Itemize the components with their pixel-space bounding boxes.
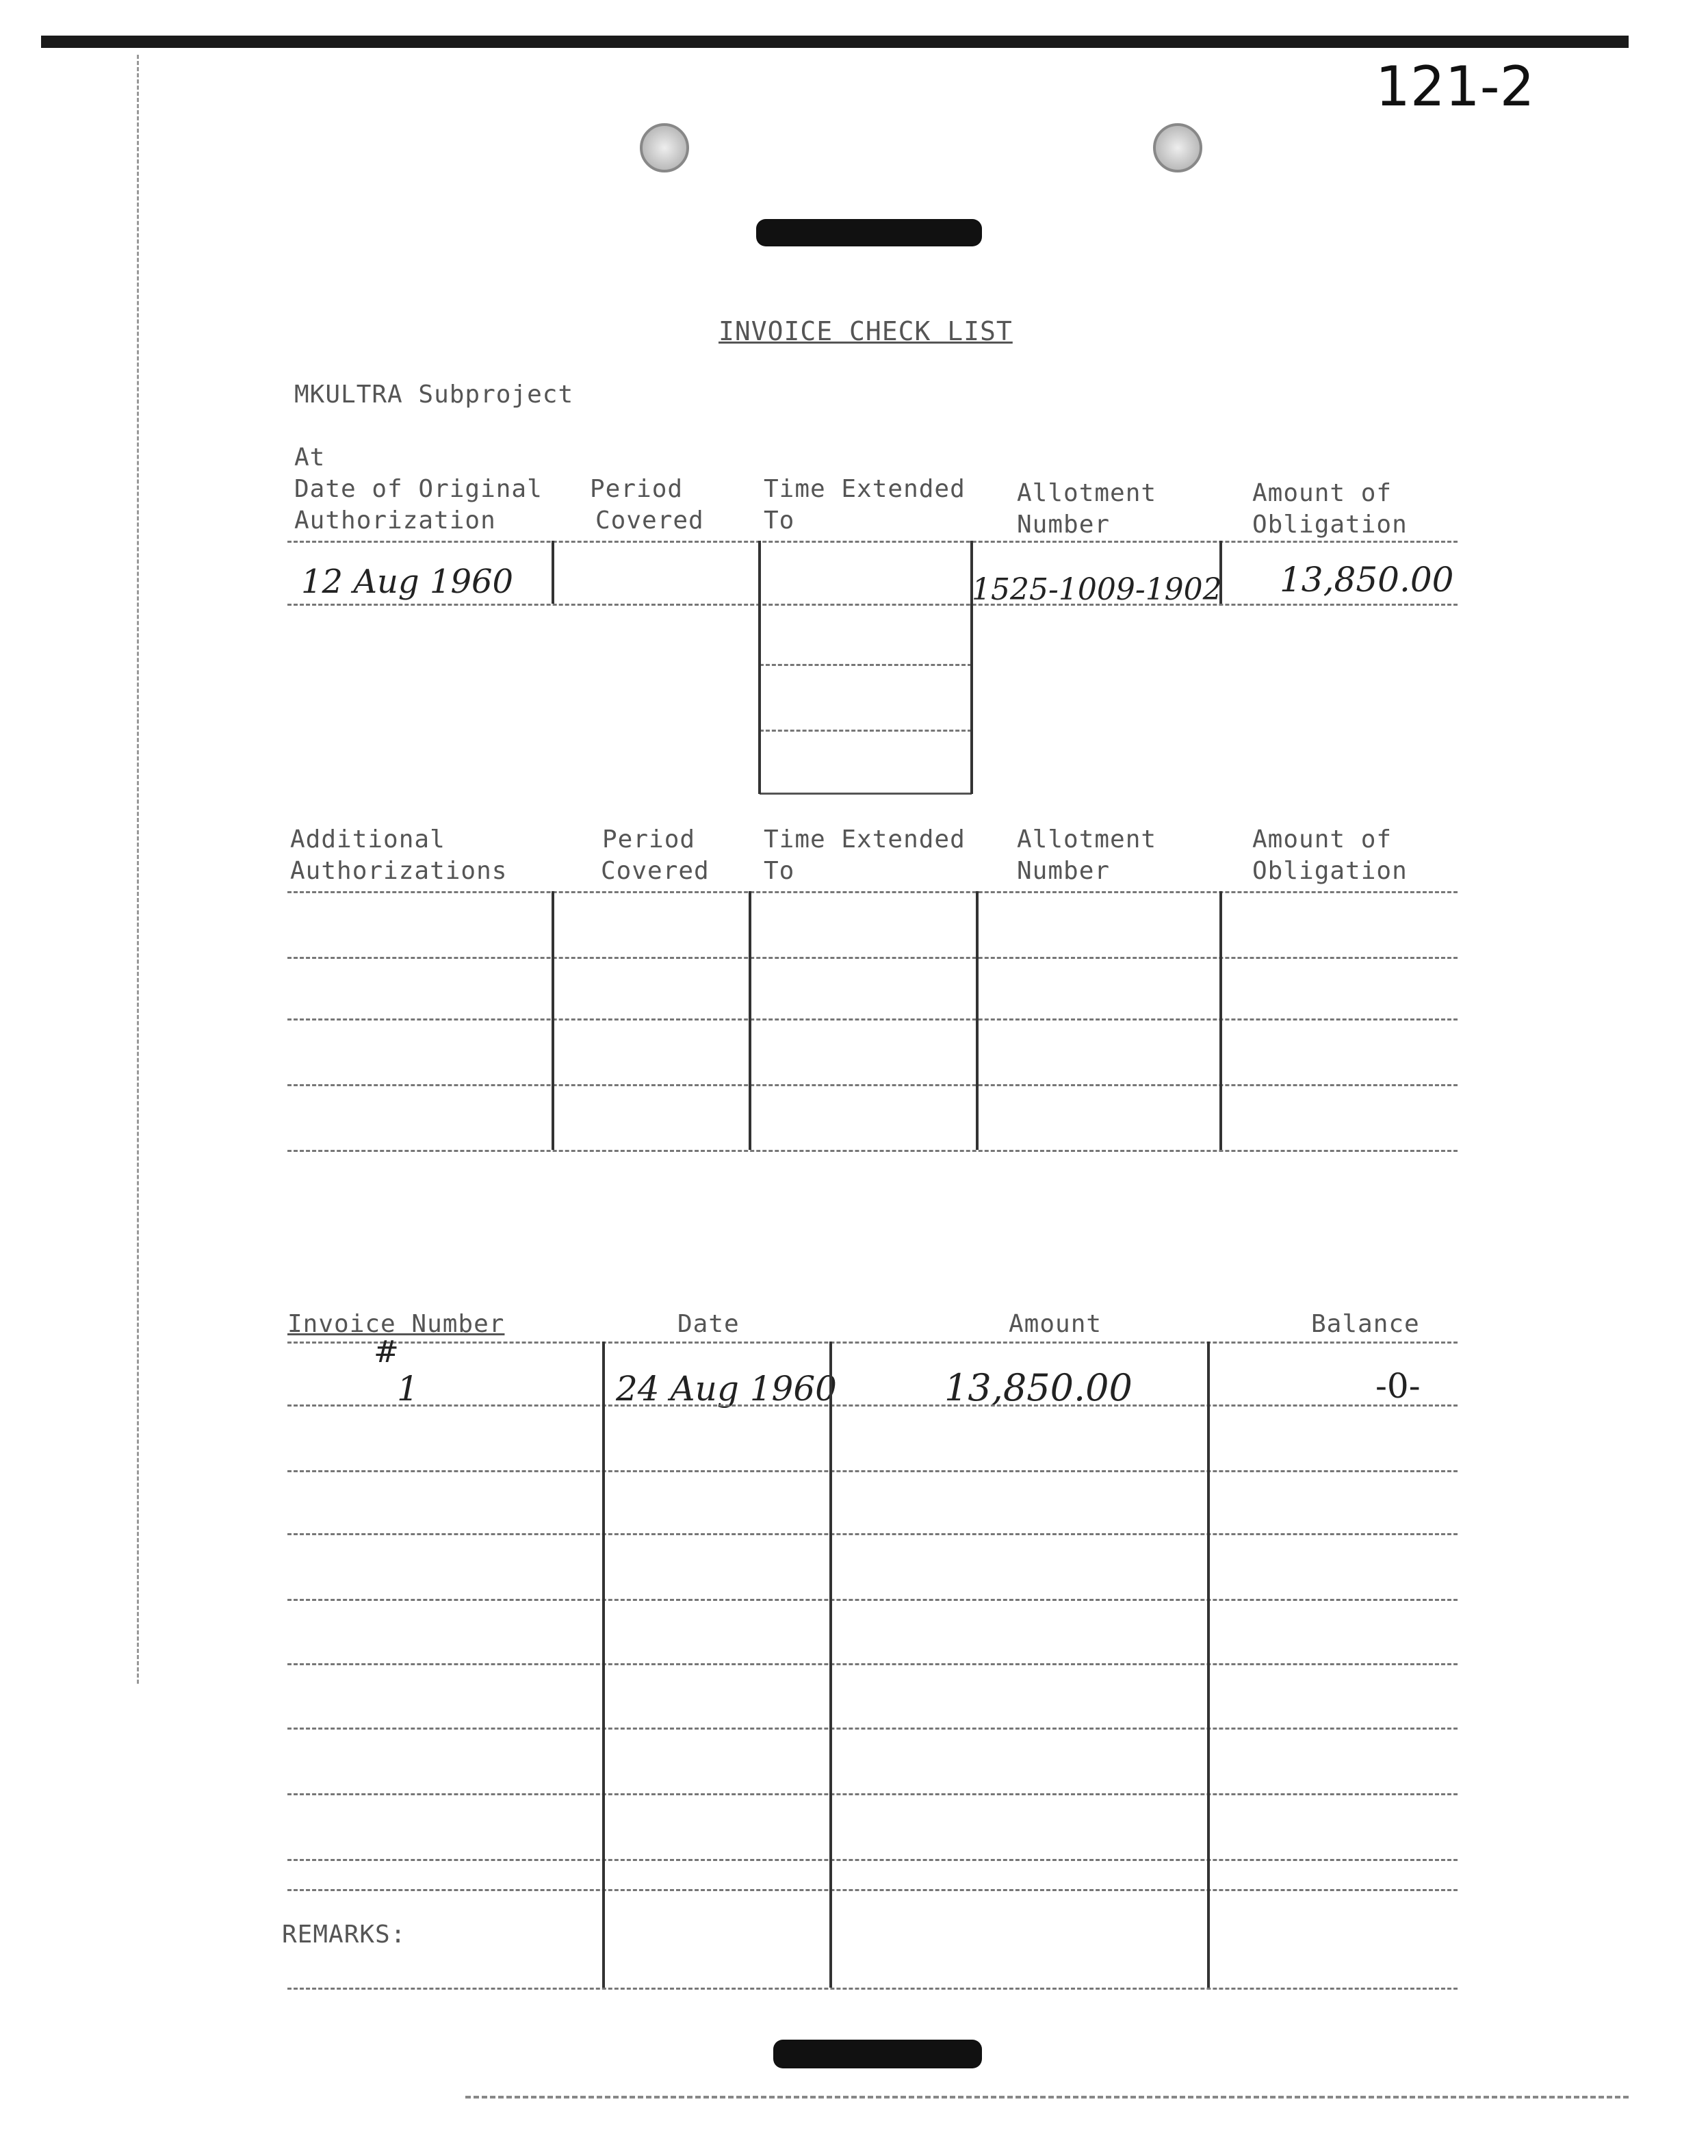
header-time-line1: Time Extended bbox=[764, 475, 966, 503]
original-time-rule-2 bbox=[760, 730, 972, 732]
original-row-rule bbox=[287, 604, 1458, 606]
original-allotment-value: 1525-1009-1902 bbox=[972, 572, 1222, 607]
header-period-line2: Covered bbox=[595, 506, 704, 535]
invoice-number-mark: # bbox=[374, 1335, 399, 1370]
invoice-row-rule-9 bbox=[287, 1889, 1458, 1891]
header-add-time-line2: To bbox=[764, 857, 795, 885]
original-time-rule-1 bbox=[760, 664, 972, 666]
original-vline-1 bbox=[552, 541, 554, 604]
header-date-original-line1: At bbox=[294, 444, 326, 472]
scan-left-margin bbox=[137, 55, 139, 1684]
invoice-row-rule-5 bbox=[287, 1663, 1458, 1665]
header-date-original-line3: Authorization bbox=[294, 506, 496, 535]
punch-hole-right bbox=[1153, 123, 1202, 172]
invoice-row-rule-8 bbox=[287, 1859, 1458, 1861]
header-add-allotment-line2: Number bbox=[1017, 857, 1111, 885]
header-add-allotment-line1: Allotment bbox=[1017, 825, 1157, 854]
header-add-amount-line2: Obligation bbox=[1252, 857, 1408, 885]
invoice-vline-2 bbox=[829, 1342, 832, 1988]
page-number: 121-2 bbox=[1375, 55, 1535, 118]
invoice-row-rule-2 bbox=[287, 1470, 1458, 1472]
additional-vline-1 bbox=[552, 891, 554, 1150]
invoice-header-rule bbox=[287, 1342, 1458, 1344]
invoice-row-rule-4 bbox=[287, 1599, 1458, 1601]
invoice-row-rule-7 bbox=[287, 1793, 1458, 1795]
subproject-label: MKULTRA Subproject bbox=[294, 381, 574, 409]
punch-hole-left bbox=[640, 123, 689, 172]
header-additional-line1: Additional bbox=[290, 825, 445, 854]
invoice-vline-3 bbox=[1207, 1342, 1210, 1988]
additional-header-rule bbox=[287, 891, 1458, 893]
additional-vline-4 bbox=[1219, 891, 1222, 1150]
header-add-time-line1: Time Extended bbox=[764, 825, 966, 854]
header-invoice-date: Date bbox=[677, 1310, 740, 1338]
redaction-mark-bottom bbox=[773, 2040, 982, 2068]
invoice-row-rule-6 bbox=[287, 1728, 1458, 1730]
header-allotment-line2: Number bbox=[1017, 511, 1111, 539]
header-amount-line2: Obligation bbox=[1252, 511, 1408, 539]
additional-row-rule-2 bbox=[287, 1018, 1458, 1021]
additional-row-rule-4 bbox=[287, 1150, 1458, 1152]
invoice-row-rule-1 bbox=[287, 1404, 1458, 1407]
original-amount-value: 13,850.00 bbox=[1280, 560, 1454, 600]
remarks-label: REMARKS: bbox=[282, 1921, 406, 1949]
header-allotment-line1: Allotment bbox=[1017, 479, 1157, 507]
header-amount-line1: Amount of bbox=[1252, 479, 1393, 507]
invoice-balance-value: -0- bbox=[1375, 1366, 1421, 1406]
header-add-period-line1: Period bbox=[602, 825, 696, 854]
header-invoice-balance: Balance bbox=[1311, 1310, 1420, 1338]
header-period-line1: Period bbox=[590, 475, 684, 503]
original-header-rule bbox=[287, 541, 1458, 543]
document-title: INVOICE CHECK LIST bbox=[719, 316, 1013, 346]
redaction-mark-top bbox=[756, 219, 982, 246]
original-vline-2 bbox=[758, 541, 761, 794]
header-additional-line2: Authorizations bbox=[290, 857, 508, 885]
additional-row-rule-1 bbox=[287, 957, 1458, 959]
invoice-vline-1 bbox=[602, 1342, 605, 1988]
scan-bottom-edge bbox=[465, 2096, 1629, 2099]
additional-vline-3 bbox=[976, 891, 979, 1150]
scan-top-edge bbox=[41, 36, 1629, 48]
invoice-date-value: 24 Aug 1960 bbox=[616, 1369, 837, 1409]
invoice-row-rule-3 bbox=[287, 1533, 1458, 1535]
header-add-period-line2: Covered bbox=[601, 857, 710, 885]
additional-row-rule-3 bbox=[287, 1084, 1458, 1086]
header-invoice-number: Invoice Number bbox=[287, 1310, 505, 1338]
header-date-original-line2: Date of Original bbox=[294, 475, 543, 503]
header-add-amount-line1: Amount of bbox=[1252, 825, 1393, 854]
header-invoice-amount: Amount bbox=[1009, 1310, 1102, 1338]
original-date-value: 12 Aug 1960 bbox=[301, 563, 514, 601]
invoice-row-rule-10 bbox=[287, 1988, 1458, 1990]
invoice-number-value: 1 bbox=[397, 1369, 419, 1409]
additional-vline-2 bbox=[749, 891, 751, 1150]
invoice-amount-value: 13,850.00 bbox=[944, 1366, 1133, 1409]
header-time-line2: To bbox=[764, 506, 795, 535]
original-time-rule-3 bbox=[760, 793, 972, 795]
